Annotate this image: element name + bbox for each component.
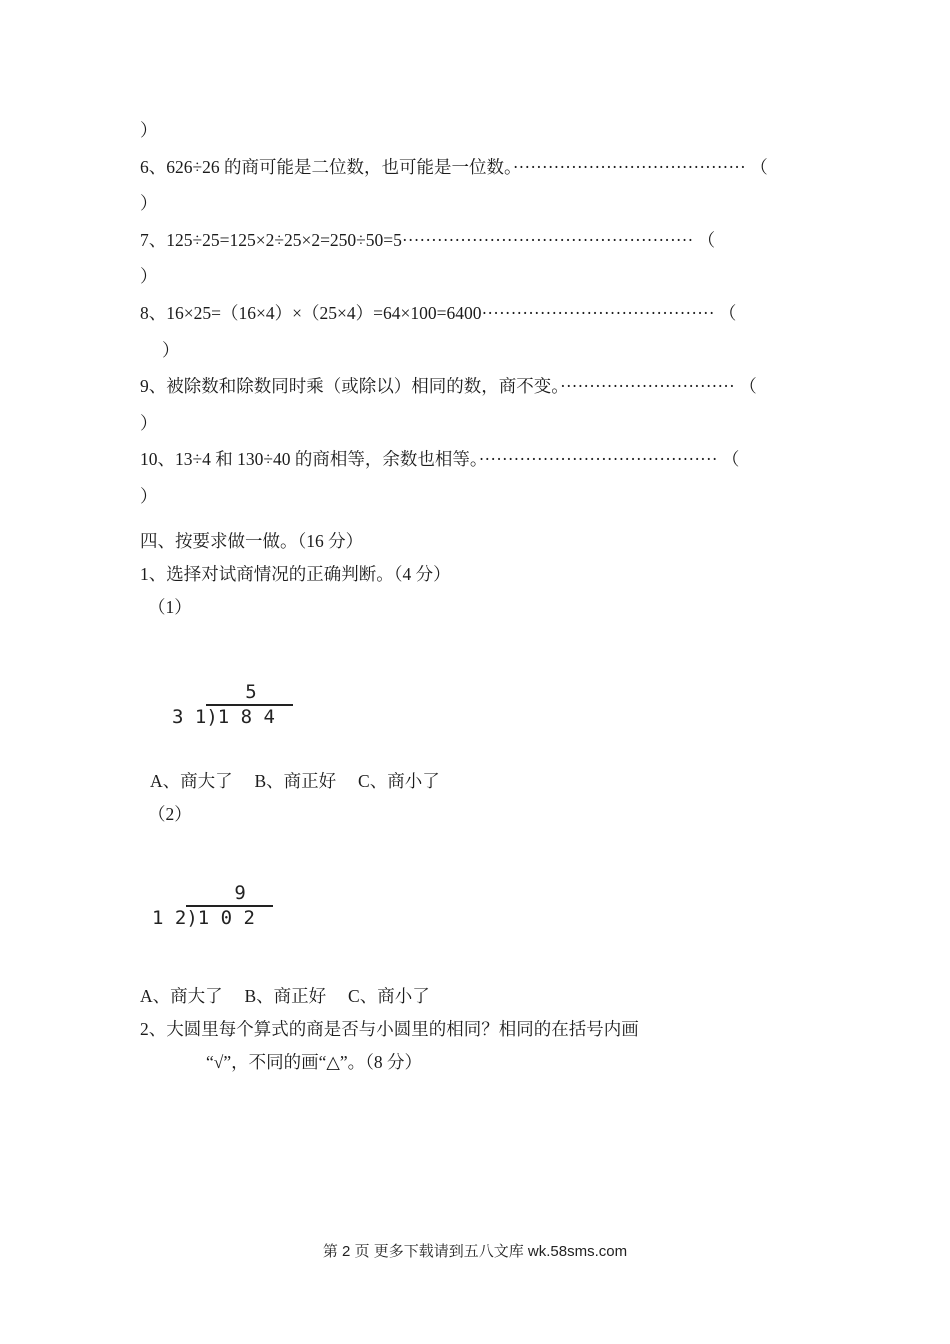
tf-question-9: 9、被除数和除数同时乘（或除以）相同的数，商不变。······························ （	[140, 376, 757, 397]
long-division-problem-2	[152, 831, 830, 956]
part-1-label: （1）	[148, 596, 192, 617]
page-footer: 第 2 页 更多下载请到五八文库 wk.58sms.com	[322, 1243, 628, 1260]
division-1-quotient: 5	[245, 680, 257, 703]
division-2-divisor: 1 2	[152, 906, 187, 929]
division-2-bracket-and-dividend	[186, 905, 273, 929]
tf-question-7: 7、125÷25=125×2÷25×2=250÷50=5·················································· （	[140, 229, 716, 250]
answer-paren-line: ）	[140, 266, 158, 287]
question-1-prompt: 1、选择对试商情况的正确判断。（4 分）	[140, 563, 451, 584]
section-4-heading: 四、按要求做一做。（16 分）	[140, 530, 364, 551]
division-1-bracket-and-dividend	[206, 704, 293, 728]
question-2-prompt-line-1: 2、大圆里每个算式的商是否与小圆里的相同？相同的在括号内画	[140, 1018, 639, 1039]
tf-question-8: 8、16×25=（16×4）×（25×4）=64×100=6400········································ （	[140, 302, 737, 323]
tf-question-6: 6、626÷26 的商可能是二位数，也可能是一位数。········································ （	[140, 156, 768, 177]
long-division-problem-1	[172, 630, 830, 755]
division-1-dividend: 1 8 4	[217, 705, 275, 728]
answer-paren-line: ）	[140, 193, 158, 214]
question-1-part-2-options: A、商大了 B、商正好 C、商小了	[140, 985, 430, 1006]
division-2-quotient: 9	[234, 881, 246, 904]
division-2-paren: )	[186, 906, 198, 929]
division-1-divisor: 3 1	[172, 705, 207, 728]
question-2-prompt-line-2: “√”，不同的画“△”。（8 分）	[206, 1051, 423, 1072]
answer-paren-line: ）	[140, 412, 158, 433]
question-1-part-1-options: A、商大了 B、商正好 C、商小了	[150, 770, 440, 791]
tf-question-10: 10、13÷4 和 130÷40 的商相等，余数也相等。········································· （	[140, 449, 740, 470]
part-2-label: （2）	[148, 803, 192, 824]
answer-paren-line: ）	[162, 339, 180, 360]
division-2-dividend: 1 0 2	[197, 906, 255, 929]
answer-paren-line: ）	[140, 120, 158, 140]
answer-paren-line: ）	[140, 485, 158, 506]
division-1-paren: )	[206, 705, 218, 728]
worksheet-page-body	[140, 112, 830, 1079]
